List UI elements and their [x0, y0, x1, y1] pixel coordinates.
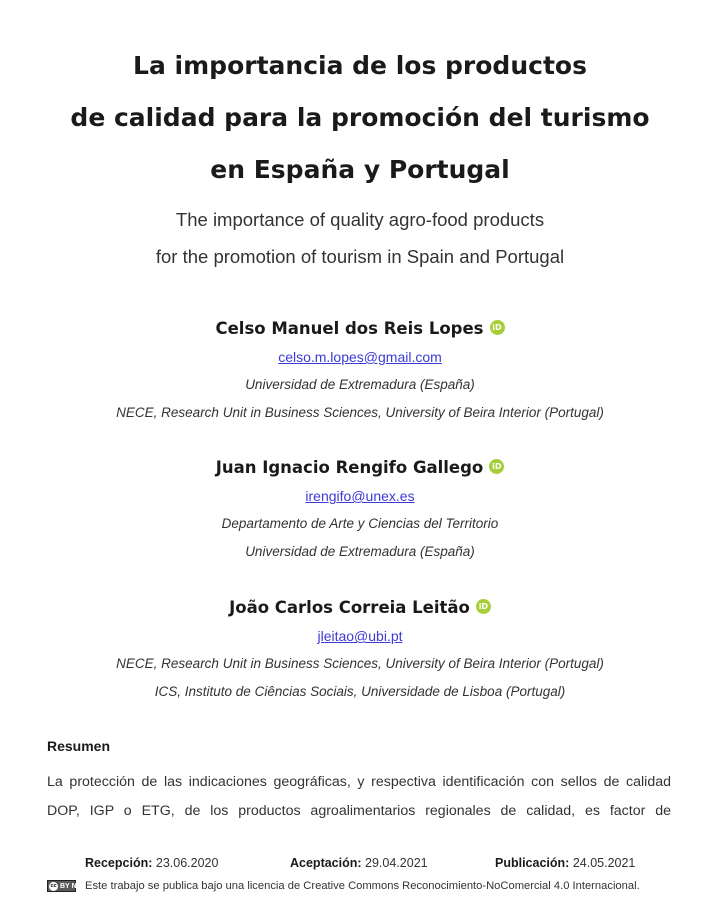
- publication-value: 24.05.2021: [572, 856, 636, 870]
- subtitle-line-2: for the promotion of tourism in Spain and Portugal: [155, 246, 565, 267]
- author-email-link[interactable]: celso.m.lopes@gmail.com: [278, 349, 442, 365]
- license-notice: [47, 880, 640, 892]
- author-affiliation: Universidad de Extremadura (España): [245, 377, 475, 392]
- author-name: [0, 454, 720, 482]
- title-spanish: [0, 40, 720, 196]
- orcid-icon[interactable]: iD: [490, 320, 505, 335]
- title-english: [0, 201, 720, 275]
- reception-value: 23.06.2020: [155, 856, 219, 870]
- reception-date: [85, 856, 218, 870]
- orcid-icon[interactable]: iD: [489, 459, 504, 474]
- author-name: [0, 315, 720, 343]
- author-name-text: Juan Ignacio Rengifo Gallego: [215, 458, 484, 477]
- subtitle-line-1: The importance of quality agro-food products: [175, 209, 545, 230]
- author-affiliation: NECE, Research Unit in Business Sciences, University of Beira Interior (Portugal): [116, 656, 604, 671]
- acceptance-label: Aceptación:: [290, 856, 362, 870]
- publication-date: [495, 856, 635, 870]
- author-affiliation: NECE, Research Unit in Business Sciences, University of Beira Interior (Portugal): [116, 405, 604, 420]
- author-block-1: [0, 315, 720, 427]
- author-affiliation: ICS, Instituto de Ciências Sociais, Universidade de Lisboa (Portugal): [154, 684, 566, 699]
- author-block-2: [0, 454, 720, 566]
- acceptance-value: 29.04.2021: [365, 856, 428, 870]
- publication-label: Publicación:: [495, 856, 570, 870]
- abstract-line: DOP, IGP o ETG, de los productos agroalimentarios regionales de calidad, es factor de: [47, 803, 671, 819]
- abstract-heading: Resumen: [47, 738, 111, 754]
- title-line-1: La importancia de los productos: [133, 51, 587, 80]
- author-block-3: [0, 594, 720, 706]
- title-line-2: de calidad para la promoción del turismo: [70, 103, 650, 132]
- author-email-link[interactable]: irengifo@unex.es: [305, 488, 415, 504]
- author-name-text: Celso Manuel dos Reis Lopes: [215, 319, 484, 338]
- author-affiliation: Departamento de Arte y Ciencias del Territorio: [221, 516, 499, 531]
- cc-badge-text: BY NC: [60, 882, 82, 890]
- abstract-line: La protección de las indicaciones geográficas, y respectiva identificación con sellos de calidad: [47, 774, 671, 790]
- orcid-icon[interactable]: iD: [476, 599, 491, 614]
- author-affiliation: Universidad de Extremadura (España): [245, 544, 475, 559]
- abstract-text: [47, 768, 671, 826]
- acceptance-date: [290, 856, 428, 870]
- title-line-3: en España y Portugal: [210, 155, 510, 184]
- creative-commons-icon[interactable]: cc BY NC: [47, 880, 76, 892]
- reception-label: Recepción:: [85, 856, 153, 870]
- license-text: Este trabajo se publica bajo una licencia de Creative Commons Reconocimiento-NoComercial 4.0 Internacional.: [85, 880, 640, 892]
- author-name-text: João Carlos Correia Leitão: [229, 598, 470, 617]
- author-name: [0, 594, 720, 622]
- author-email-link[interactable]: jleitao@ubi.pt: [317, 628, 403, 644]
